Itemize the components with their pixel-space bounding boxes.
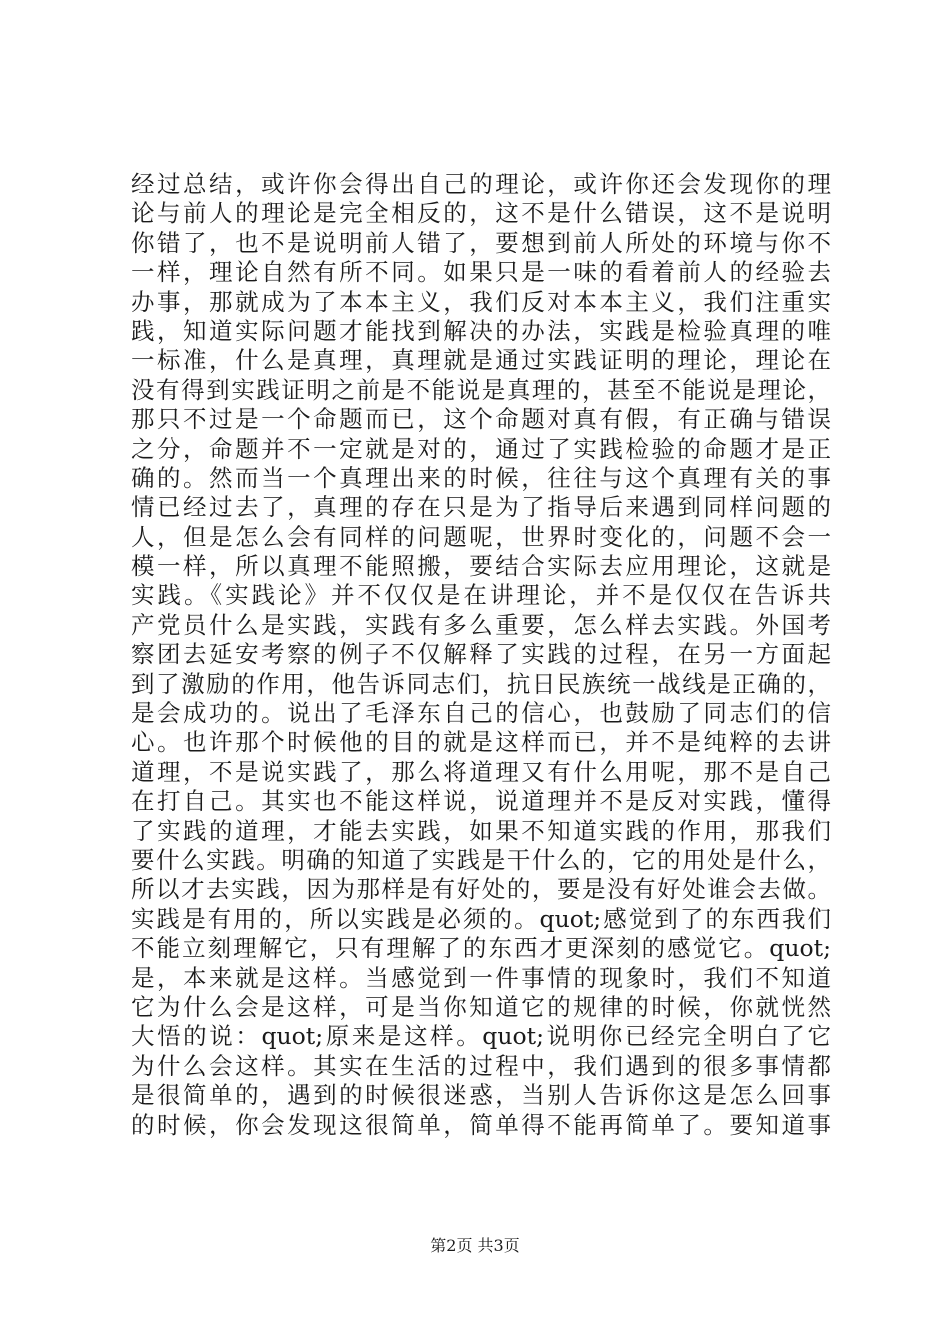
text-line: 一标准，什么是真理，真理就是通过实践证明的理论，理论在: [131, 346, 831, 375]
text-line: 道理，不是说实践了，那么将道理又有什么用呢，那不是自己: [131, 757, 831, 786]
text-line: 所以才去实践，因为那样是有好处的，要是没有好处谁会去做。: [131, 875, 831, 904]
text-line: 人，但是怎么会有同样的问题呢，世界时变化的，问题不会一: [131, 522, 831, 551]
text-line: 心。也许那个时候他的目的就是这样而已，并不是纯粹的去讲: [131, 728, 831, 757]
text-line: 在打自己。其实也不能这样说，说道理并不是反对实践，懂得: [131, 787, 831, 816]
text-line: 是会成功的。说出了毛泽东自己的信心，也鼓励了同志们的信: [131, 699, 831, 728]
text-line: 不能立刻理解它，只有理解了的东西才更深刻的感觉它。quot;: [131, 934, 831, 963]
text-line: 模一样，所以真理不能照搬，要结合实际去应用理论，这就是: [131, 552, 831, 581]
text-line: 确的。然而当一个真理出来的时候，往往与这个真理有关的事: [131, 463, 831, 492]
text-line: 践，知道实际问题才能找到解决的办法，实践是检验真理的唯: [131, 316, 831, 345]
text-line: 实践。《实践论》并不仅仅是在讲理论，并不是仅仅在告诉共: [131, 581, 831, 610]
text-line: 没有得到实践证明之前是不能说是真理的，甚至不能说是理论，: [131, 375, 831, 404]
text-line: 办事，那就成为了本本主义，我们反对本本主义，我们注重实: [131, 287, 831, 316]
text-line: 是，本来就是这样。当感觉到一件事情的现象时，我们不知道: [131, 963, 831, 992]
text-line: 是很简单的，遇到的时候很迷惑，当别人告诉你这是怎么回事: [131, 1081, 831, 1110]
text-line: 它为什么会是这样，可是当你知道它的规律的时候，你就恍然: [131, 992, 831, 1021]
text-line: 察团去延安考察的例子不仅解释了实践的过程，在另一方面起: [131, 640, 831, 669]
page-footer: 第2页 共3页: [430, 1236, 520, 1255]
text-line: 了实践的道理，才能去实践，如果不知道实践的作用，那我们: [131, 816, 831, 845]
text-line: 为什么会这样。其实在生活的过程中，我们遇到的很多事情都: [131, 1051, 831, 1080]
text-line: 之分，命题并不一定就是对的，通过了实践检验的命题才是正: [131, 434, 831, 463]
text-line: 实践是有用的，所以实践是必须的。quot;感觉到了的东西我们: [131, 904, 831, 933]
text-line: 情已经过去了，真理的存在只是为了指导后来遇到同样问题的: [131, 493, 831, 522]
text-line: 要什么实践。明确的知道了实践是干什么的，它的用处是什么，: [131, 845, 831, 874]
text-line: 大悟的说：quot;原来是这样。quot;说明你已经完全明白了它: [131, 1022, 831, 1051]
text-line: 经过总结，或许你会得出自己的理论，或许你还会发现你的理: [131, 170, 831, 198]
text-line: 你错了，也不是说明前人错了，要想到前人所处的环境与你不: [131, 228, 831, 257]
text-line: 一样，理论自然有所不同。如果只是一味的看着前人的经验去: [131, 258, 831, 287]
body-text: [131, 170, 831, 1140]
text-line: 的时候，你会发现这很简单，简单得不能再简单了。要知道事: [131, 1110, 831, 1139]
text-line: 那只不过是一个命题而已，这个命题对真有假，有正确与错误: [131, 405, 831, 434]
text-line: 产党员什么是实践，实践有多么重要，怎么样去实践。外国考: [131, 610, 831, 639]
text-line: 到了激励的作用，他告诉同志们，抗日民族统一战线是正确的，: [131, 669, 831, 698]
text-line: 论与前人的理论是完全相反的，这不是什么错误，这不是说明: [131, 199, 831, 228]
